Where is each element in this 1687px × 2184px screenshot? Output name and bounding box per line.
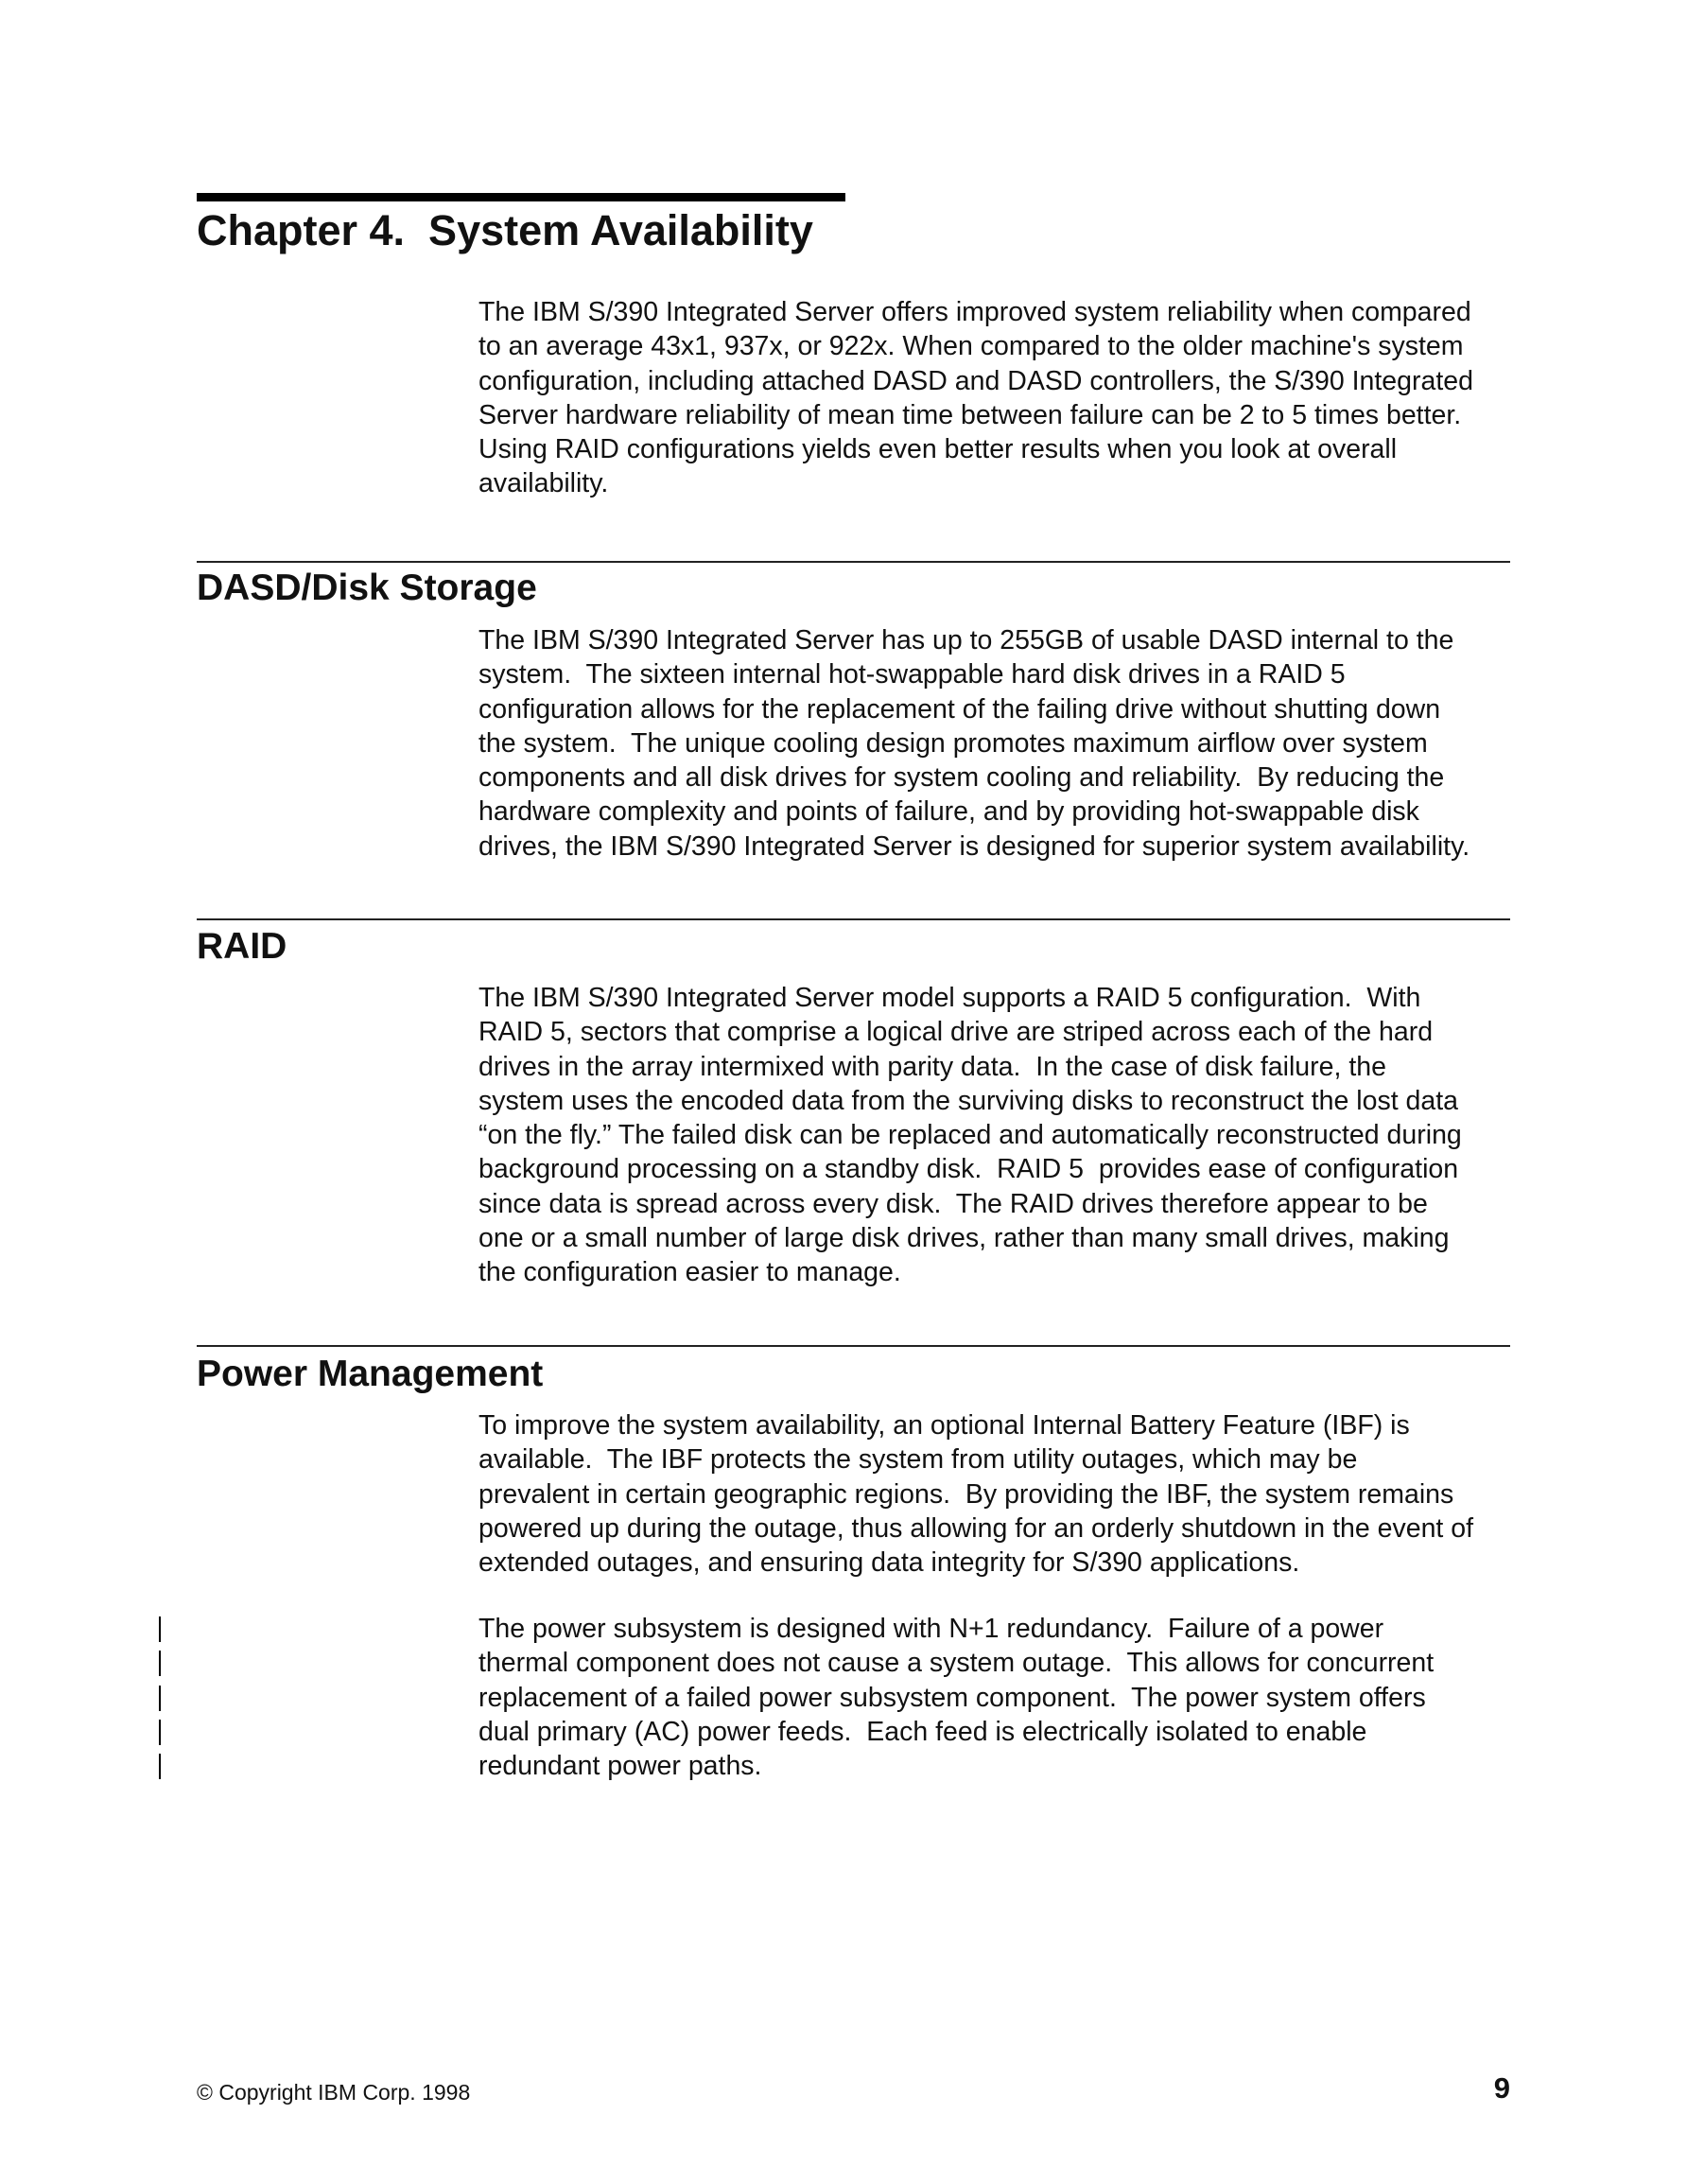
text-line: The IBM S/390 Integrated Server model supports a RAID 5 configuration. With <box>478 983 1421 1013</box>
text-line: The IBM S/390 Integrated Server offers improved system reliability when compared <box>478 297 1471 327</box>
text-line: “on the fly.” The failed disk can be replaced and automatically reconstructed during <box>478 1120 1462 1151</box>
text-line: since data is spread across every disk. The RAID drives therefore appear to be <box>478 1188 1428 1219</box>
section-heading-power-management: Power Management <box>197 1354 544 1394</box>
change-bar <box>159 1651 161 1676</box>
section-heading-dasd: DASD/Disk Storage <box>197 568 537 608</box>
text-line: redundant power paths. <box>478 1751 762 1782</box>
intro-paragraph <box>478 295 1519 501</box>
raid-paragraph <box>478 981 1519 1290</box>
text-line: the system. The unique cooling design promotes maximum airflow over system <box>478 727 1428 759</box>
power-paragraph-1 <box>478 1408 1519 1580</box>
text-line: Using RAID configurations yields even better results when you look at overall <box>478 434 1398 465</box>
text-line: thermal component does not cause a system outage. This allows for concurrent <box>478 1648 1435 1679</box>
text-line: hardware complexity and points of failure, and by providing hot-swappable disk <box>478 796 1419 828</box>
section-heading-raid: RAID <box>197 926 287 967</box>
text-line: available. The IBF protects the system from utility outages, which may be <box>478 1444 1358 1476</box>
power-paragraph-2 <box>478 1612 1519 1783</box>
text-line: system uses the encoded data from the surviving disks to reconstruct the lost data <box>478 1085 1459 1116</box>
text-line: configuration allows for the replacement of the failing drive without shutting down <box>478 693 1441 725</box>
text-line: system. The sixteen internal hot-swappable hard disk drives in a RAID 5 <box>478 659 1346 690</box>
text-line: prevalent in certain geographic regions. By providing the IBF, the system remains <box>478 1478 1454 1510</box>
text-line: to an average 43x1, 937x, or 922x. When compared to the older machine's system <box>478 331 1464 362</box>
text-line: the configuration easier to manage. <box>478 1257 901 1288</box>
text-line: one or a small number of large disk drives, rather than many small drives, making <box>478 1223 1450 1254</box>
change-bar <box>159 1686 161 1711</box>
text-line: extended outages, and ensuring data integrity for S/390 applications. <box>478 1547 1300 1579</box>
text-line: components and all disk drives for system cooling and reliability. By reducing the <box>478 762 1445 794</box>
footer-copyright: © Copyright IBM Corp. 1998 <box>197 2080 471 2105</box>
text-line: To improve the system availability, an optional Internal Battery Feature (IBF) is <box>478 1410 1410 1441</box>
text-line: drives, the IBM S/390 Integrated Server is designed for superior system availability. <box>478 830 1470 862</box>
text-line: The power subsystem is designed with N+1 redundancy. Failure of a power <box>478 1614 1384 1644</box>
text-line: RAID 5, sectors that comprise a logical drive are striped across each of the hard <box>478 1017 1434 1048</box>
chapter-title: Chapter 4. System Availability <box>197 206 813 254</box>
change-bar <box>159 1616 161 1642</box>
text-line: drives in the array intermixed with parity data. In the case of disk failure, the <box>478 1051 1386 1082</box>
change-bar <box>159 1754 161 1779</box>
text-line: The IBM S/390 Integrated Server has up to 255GB of usable DASD internal to the <box>478 625 1454 655</box>
section-rule <box>197 918 1510 920</box>
text-line: replacement of a failed power subsystem component. The power system offers <box>478 1682 1426 1713</box>
revision-change-bars <box>159 1616 178 1788</box>
text-line: Server hardware reliability of mean time between failure can be 2 to 5 times better. <box>478 399 1462 430</box>
text-line: background processing on a standby disk. RAID 5 provides ease of configuration <box>478 1154 1459 1185</box>
section-rule <box>197 1345 1510 1347</box>
text-line: dual primary (AC) power feeds. Each feed is electrically isolated to enable <box>478 1716 1367 1747</box>
page-number: 9 <box>1493 2071 1510 2105</box>
dasd-paragraph <box>478 623 1519 864</box>
section-rule <box>197 561 1510 563</box>
text-line: powered up during the outage, thus allowing for an orderly shutdown in the event of <box>478 1512 1474 1544</box>
text-line: availability. <box>478 468 609 499</box>
text-line: configuration, including attached DASD and DASD controllers, the S/390 Integrated <box>478 365 1473 396</box>
change-bar <box>159 1720 161 1745</box>
chapter-rule <box>197 193 845 201</box>
